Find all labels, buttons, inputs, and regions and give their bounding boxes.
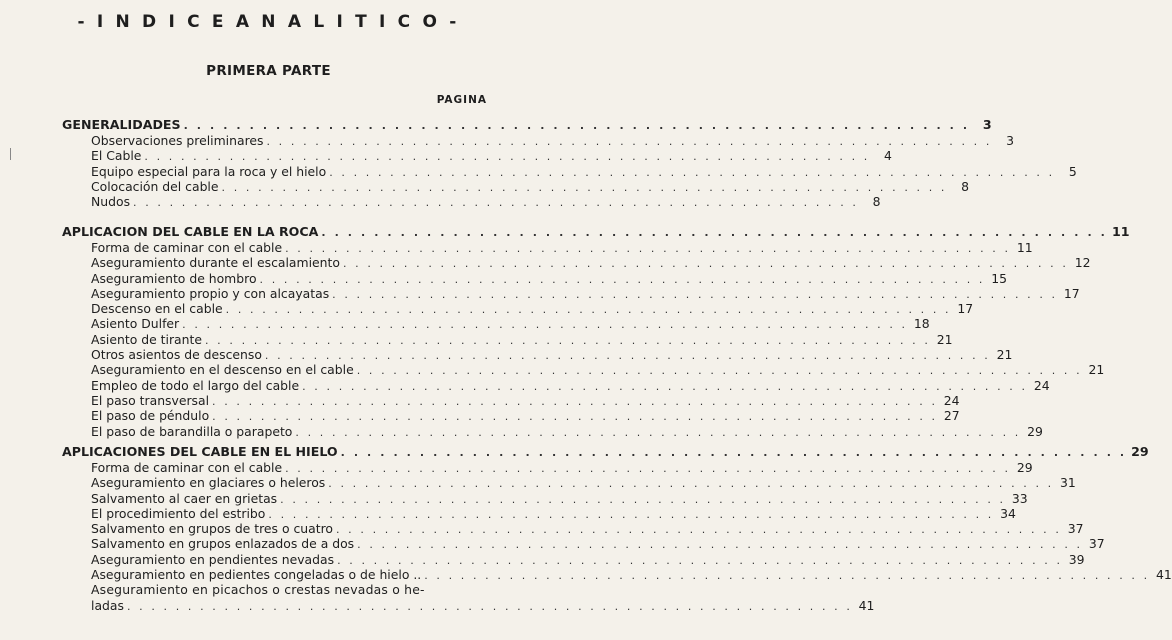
toc-entry-text: Empleo de todo el largo del cable [91, 377, 300, 393]
toc-entry-text: Colocación del cable [91, 178, 219, 194]
page-number: 34 [1000, 505, 1016, 521]
page-number: 41 [1155, 567, 1172, 583]
page-number: 11 [1111, 224, 1130, 239]
toc-entry-wrapped-line1 [62, 582, 489, 597]
dot-leader: . . . . . . . . . . . . . . . . . . . . . . . . . . . . . . . . . . . . . . . . . . . . . . . . . . . . . . . . . . . . [356, 364, 1083, 378]
dot-leader: . . . . . . . . . . . . . . . . . . . . . . . . . . . . . . . . . . . . . . . . . . . . . . . . . . . . . . . . . . . . [259, 272, 986, 286]
dot-leader: . . . . . . . . . . . . . . . . . . . . . . . . . . . . . . . . . . . . . . . . . . . . . . . . . . . . . . . . . . . . [340, 446, 1127, 459]
toc-entry-text: El Cable [91, 148, 142, 164]
page-title: - I N D I C E A N A L I T I C O - [77, 12, 460, 32]
toc-entry-text: Observaciones preliminares [91, 133, 264, 148]
toc-entry-text: Aseguramiento durante el escalamiento [91, 255, 340, 271]
dot-leader: . . . . . . . . . . . . . . . . . . . . . . . . . . . . . . . . . . . . . . . . . . . . . . . . . . . . . . . . . . . . [285, 242, 1011, 255]
toc-entry [62, 163, 1077, 179]
page-number: 21 [996, 347, 1013, 363]
dot-leader: . . . . . . . . . . . . . . . . . . . . . . . . . . . . . . . . . . . . . . . . . . . . . . . . . . . . . . . . . . . . [424, 569, 1150, 583]
page-number: 8 [961, 178, 969, 194]
dot-leader: . . . . . . . . . . . . . . . . . . . . . . . . . . . . . . . . . . . . . . . . . . . . . . . . . . . . . . . . . . . . [212, 410, 938, 424]
page-number: 37 [1088, 536, 1105, 552]
toc-entry-text: Aseguramiento propio y con alcayatas [91, 285, 330, 301]
toc-entry [62, 316, 930, 332]
dot-leader: . . . . . . . . . . . . . . . . . . . . . . . . . . . . . . . . . . . . . . . . . . . . . . . . . . . . . . . . . . . . [328, 477, 1054, 491]
dot-leader: . . . . . . . . . . . . . . . . . . . . . . . . . . . . . . . . . . . . . . . . . . . . . . . . . . . . . . . . . . . . [264, 349, 991, 363]
page-number: 3 [1006, 133, 1014, 148]
toc-entry-wrapped-line2 [62, 597, 875, 613]
toc-entry-wrapped-line2-text: ladas [91, 597, 124, 613]
toc-entry-text: Aseguramiento en el descenso en el cable [91, 362, 354, 378]
toc-entry-text: Otros asientos de descenso [91, 347, 262, 363]
dot-leader: . . . . . . . . . . . . . . . . . . . . . . . . . . . . . . . . . . . . . . . . . . . . . . . . . . . . . . . . . . . . [133, 196, 859, 210]
section-heading-text: APLICACIONES DEL CABLE EN EL HIELO [62, 444, 338, 459]
page-number: 11 [1016, 240, 1033, 255]
toc-entry-text: Aseguramiento en glaciares o heleros [91, 475, 326, 491]
dot-leader: . . . . . . . . . . . . . . . . . . . . . . . . . . . . . . . . . . . . . . . . . . . . . . . . . . . . . . . . . . . . [144, 150, 870, 164]
dot-leader: . . . . . . . . . . . . . . . . . . . . . . . . . . . . . . . . . . . . . . . . . . . . . . . . . . . . . . . . . . . . [126, 599, 853, 613]
toc-entry [62, 423, 1043, 439]
page-number: 27 [943, 408, 960, 424]
page-number: 12 [1074, 255, 1091, 271]
toc-entry [62, 475, 1076, 491]
toc-entry-text: El procedimiento del estribo [91, 505, 266, 521]
toc-entry [62, 285, 1080, 301]
page-number: 37 [1067, 521, 1084, 537]
toc-entry-text: Salvamento en grupos de tres o cuatro [91, 521, 333, 537]
toc-entry [62, 347, 1013, 363]
page-number: 18 [913, 316, 930, 332]
toc-entry-text: El paso transversal [91, 392, 210, 408]
toc-entry-text: Descenso en el cable [91, 301, 223, 317]
toc-entry [62, 133, 1014, 148]
dot-leader: . . . . . . . . . . . . . . . . . . . . . . . . . . . . . . . . . . . . . . . . . . . . . . . . . . . . . . . . . . . . [183, 119, 970, 132]
dot-leader: . . . . . . . . . . . . . . . . . . . . . . . . . . . . . . . . . . . . . . . . . . . . . . . . . . . . . . . . . . . . [337, 553, 1063, 567]
page-number: 29 [1027, 423, 1043, 439]
page-number: 24 [943, 392, 960, 408]
toc-entry [62, 270, 1008, 286]
dot-leader: . . . . . . . . . . . . . . . . . . . . . . . . . . . . . . . . . . . . . . . . . . . . . . . . . . . . . . . . . . . . [335, 523, 1062, 537]
toc-entry [62, 521, 1084, 537]
toc-entry-text: Aseguramiento en pedientes congeladas o de hielo .. [91, 567, 422, 583]
page-number: 8 [872, 194, 881, 210]
dot-leader: . . . . . . . . . . . . . . . . . . . . . . . . . . . . . . . . . . . . . . . . . . . . . . . . . . . . . . . . . . . . [342, 257, 1069, 271]
page-column-header: PAGINA [436, 94, 487, 106]
page-number: 29 [1131, 444, 1149, 459]
toc-entry [62, 408, 960, 424]
toc-entry-wrapped-line1-text: Aseguramiento en picachos o crestas nevadas o he- [91, 582, 425, 598]
toc-entry [62, 377, 1050, 393]
toc-entry-text: Aseguramiento en pendientes nevadas [91, 551, 335, 567]
dot-leader: . . . . . . . . . . . . . . . . . . . . . . . . . . . . . . . . . . . . . . . . . . . . . . . . . . . . . . . . . . . . [212, 394, 938, 408]
section-heading-text: GENERALIDADES [62, 117, 181, 132]
page-number: 21 [936, 331, 953, 347]
toc-entry-text: Aseguramiento de hombro [91, 270, 257, 286]
toc-entry [62, 148, 892, 164]
toc-entry [62, 567, 1172, 583]
margin-mark [10, 148, 11, 160]
dot-leader: . . . . . . . . . . . . . . . . . . . . . . . . . . . . . . . . . . . . . . . . . . . . . . . . . . . . . . . . . . . . [329, 165, 1055, 179]
page-number: 24 [1033, 377, 1050, 393]
toc-entry [62, 460, 1033, 475]
dot-leader: . . . . . . . . . . . . . . . . . . . . . . . . . . . . . . . . . . . . . . . . . . . . . . . . . . . . . . . . . . . . [302, 379, 1028, 393]
toc-entry [62, 255, 1091, 271]
page-number: 17 [1063, 285, 1080, 301]
page-number: 15 [991, 270, 1008, 286]
toc-entry [62, 362, 1105, 378]
toc-entry-text: Salvamento en grupos enlazados de a dos [91, 536, 355, 552]
section-heading [62, 117, 992, 133]
dot-leader: . . . . . . . . . . . . . . . . . . . . . . . . . . . . . . . . . . . . . . . . . . . . . . . . . . . . . . . . . . . . [182, 318, 908, 332]
toc-entry-text: El paso de barandilla o parapeto [91, 423, 293, 439]
dot-leader: . . . . . . . . . . . . . . . . . . . . . . . . . . . . . . . . . . . . . . . . . . . . . . . . . . . . . . . . . . . . [295, 425, 1021, 439]
dot-leader: . . . . . . . . . . . . . . . . . . . . . . . . . . . . . . . . . . . . . . . . . . . . . . . . . . . . . . . . . . . . [357, 538, 1083, 552]
page-number: 41 [858, 597, 875, 613]
toc-entry [62, 194, 881, 210]
dot-leader: . . . . . . . . . . . . . . . . . . . . . . . . . . . . . . . . . . . . . . . . . . . . . . . . . . . . . . . . . . . . [266, 135, 992, 148]
page-number: 4 [884, 148, 892, 164]
toc-entry [62, 490, 1028, 506]
page-number: 29 [1016, 460, 1033, 475]
page-number: 5 [1068, 163, 1077, 179]
dot-leader: . . . . . . . . . . . . . . . . . . . . . . . . . . . . . . . . . . . . . . . . . . . . . . . . . . . . . . . . . . . . [285, 462, 1011, 475]
toc-entry [62, 178, 969, 194]
toc-entry-text: Asiento Dulfer [91, 316, 180, 332]
toc-entry-text: Nudos [91, 194, 131, 210]
page-number: 33 [1011, 490, 1028, 506]
dot-leader: . . . . . . . . . . . . . . . . . . . . . . . . . . . . . . . . . . . . . . . . . . . . . . . . . . . . . . . . . . . . [280, 492, 1006, 506]
dot-leader: . . . . . . . . . . . . . . . . . . . . . . . . . . . . . . . . . . . . . . . . . . . . . . . . . . . . . . . . . . . . [221, 180, 947, 194]
toc-section [62, 117, 1077, 210]
section-heading [62, 224, 1130, 240]
dot-leader: . . . . . . . . . . . . . . . . . . . . . . . . . . . . . . . . . . . . . . . . . . . . . . . . . . . . . . . . . . . . [321, 226, 1108, 239]
dot-leader: . . . . . . . . . . . . . . . . . . . . . . . . . . . . . . . . . . . . . . . . . . . . . . . . . . . . . . . . . . . . [225, 303, 952, 317]
dot-leader: . . . . . . . . . . . . . . . . . . . . . . . . . . . . . . . . . . . . . . . . . . . . . . . . . . . . . . . . . . . . [204, 333, 931, 347]
toc-entry [62, 240, 1033, 255]
toc-entry-text: El paso de péndulo [91, 408, 210, 424]
toc-entry [62, 505, 1016, 521]
page-number: 31 [1059, 475, 1076, 491]
toc-section [62, 224, 1130, 439]
toc-entry [62, 301, 974, 317]
toc-entry-text: Asiento de tirante [91, 331, 202, 347]
toc-entry [62, 331, 953, 347]
page-number: 17 [957, 301, 974, 317]
page-number: 21 [1088, 362, 1105, 378]
toc-entry [62, 536, 1105, 552]
toc-section [62, 444, 1172, 613]
part-subtitle: PRIMERA PARTE [206, 63, 331, 79]
toc-entry [62, 392, 960, 408]
toc-entry-text: Equipo especial para la roca y el hielo [91, 163, 327, 179]
dot-leader: . . . . . . . . . . . . . . . . . . . . . . . . . . . . . . . . . . . . . . . . . . . . . . . . . . . . . . . . . . . . [332, 287, 1058, 301]
section-heading [62, 444, 1149, 460]
section-heading-text: APLICACION DEL CABLE EN LA ROCA [62, 224, 319, 239]
page-number: 3 [982, 117, 992, 132]
toc-entry-text: Salvamento al caer en grietas [91, 490, 278, 506]
page-number: 39 [1068, 551, 1085, 567]
toc-entry-text: Forma de caminar con el cable [91, 460, 283, 475]
toc-entry-text: Forma de caminar con el cable [91, 240, 283, 255]
dot-leader: . . . . . . . . . . . . . . . . . . . . . . . . . . . . . . . . . . . . . . . . . . . . . . . . . . . . . . . . . . . . [268, 507, 994, 521]
toc-entry [62, 551, 1085, 567]
